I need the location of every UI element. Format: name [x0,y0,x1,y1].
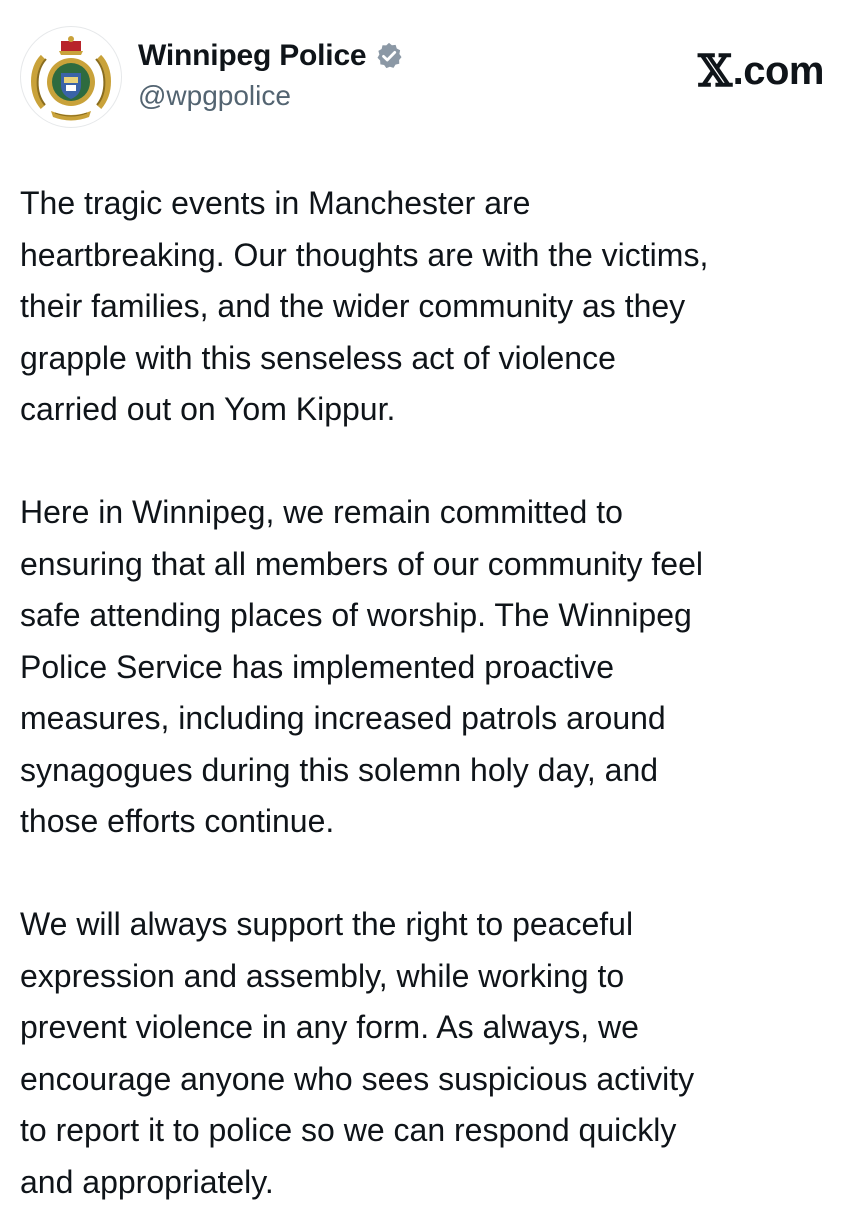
text-line: to report it to police so we can respond quickly [20,1105,850,1157]
text-line: heartbreaking. Our thoughts are with the victims, [20,230,850,282]
post-paragraph [20,178,850,436]
text-line: carried out on Yom Kippur. [20,384,850,436]
verified-badge-icon [374,41,404,71]
text-line: those efforts continue. [20,796,850,848]
text-line: grapple with this senseless act of violence [20,333,850,385]
text-line: prevent violence in any form. As always, we [20,1002,850,1054]
post-paragraph [20,899,850,1208]
text-line: synagogues during this solemn holy day, and [20,745,850,797]
paragraph-spacer [20,848,850,900]
text-line: Here in Winnipeg, we remain committed to [20,487,850,539]
text-line: and appropriately. [20,1157,850,1208]
police-crest-icon [21,27,121,127]
text-line: safe attending places of worship. The Winnipeg [20,590,850,642]
text-line: their families, and the wider community as they [20,281,850,333]
text-line: expression and assembly, while working to [20,951,850,1003]
post-paragraph [20,487,850,848]
post-text [20,178,850,1208]
brand-suffix: .com [733,49,824,94]
brand-logo [698,46,824,97]
text-line: Police Service has implemented proactive [20,642,850,694]
paragraph-spacer [20,436,850,488]
display-name[interactable]: Winnipeg Police [138,39,366,73]
user-info [138,38,404,112]
text-line: encourage anyone who sees suspicious activity [20,1054,850,1106]
text-line: We will always support the right to peaceful [20,899,850,951]
text-line: measures, including increased patrols around [20,693,850,745]
user-handle[interactable]: @wpgpolice [138,80,404,112]
text-line: The tragic events in Manchester are [20,178,850,230]
avatar[interactable] [20,26,122,128]
name-row [138,38,404,74]
text-line: ensuring that all members of our community feel [20,539,850,591]
post-header [20,26,842,130]
x-logo-icon: 𝕏 [698,46,732,97]
